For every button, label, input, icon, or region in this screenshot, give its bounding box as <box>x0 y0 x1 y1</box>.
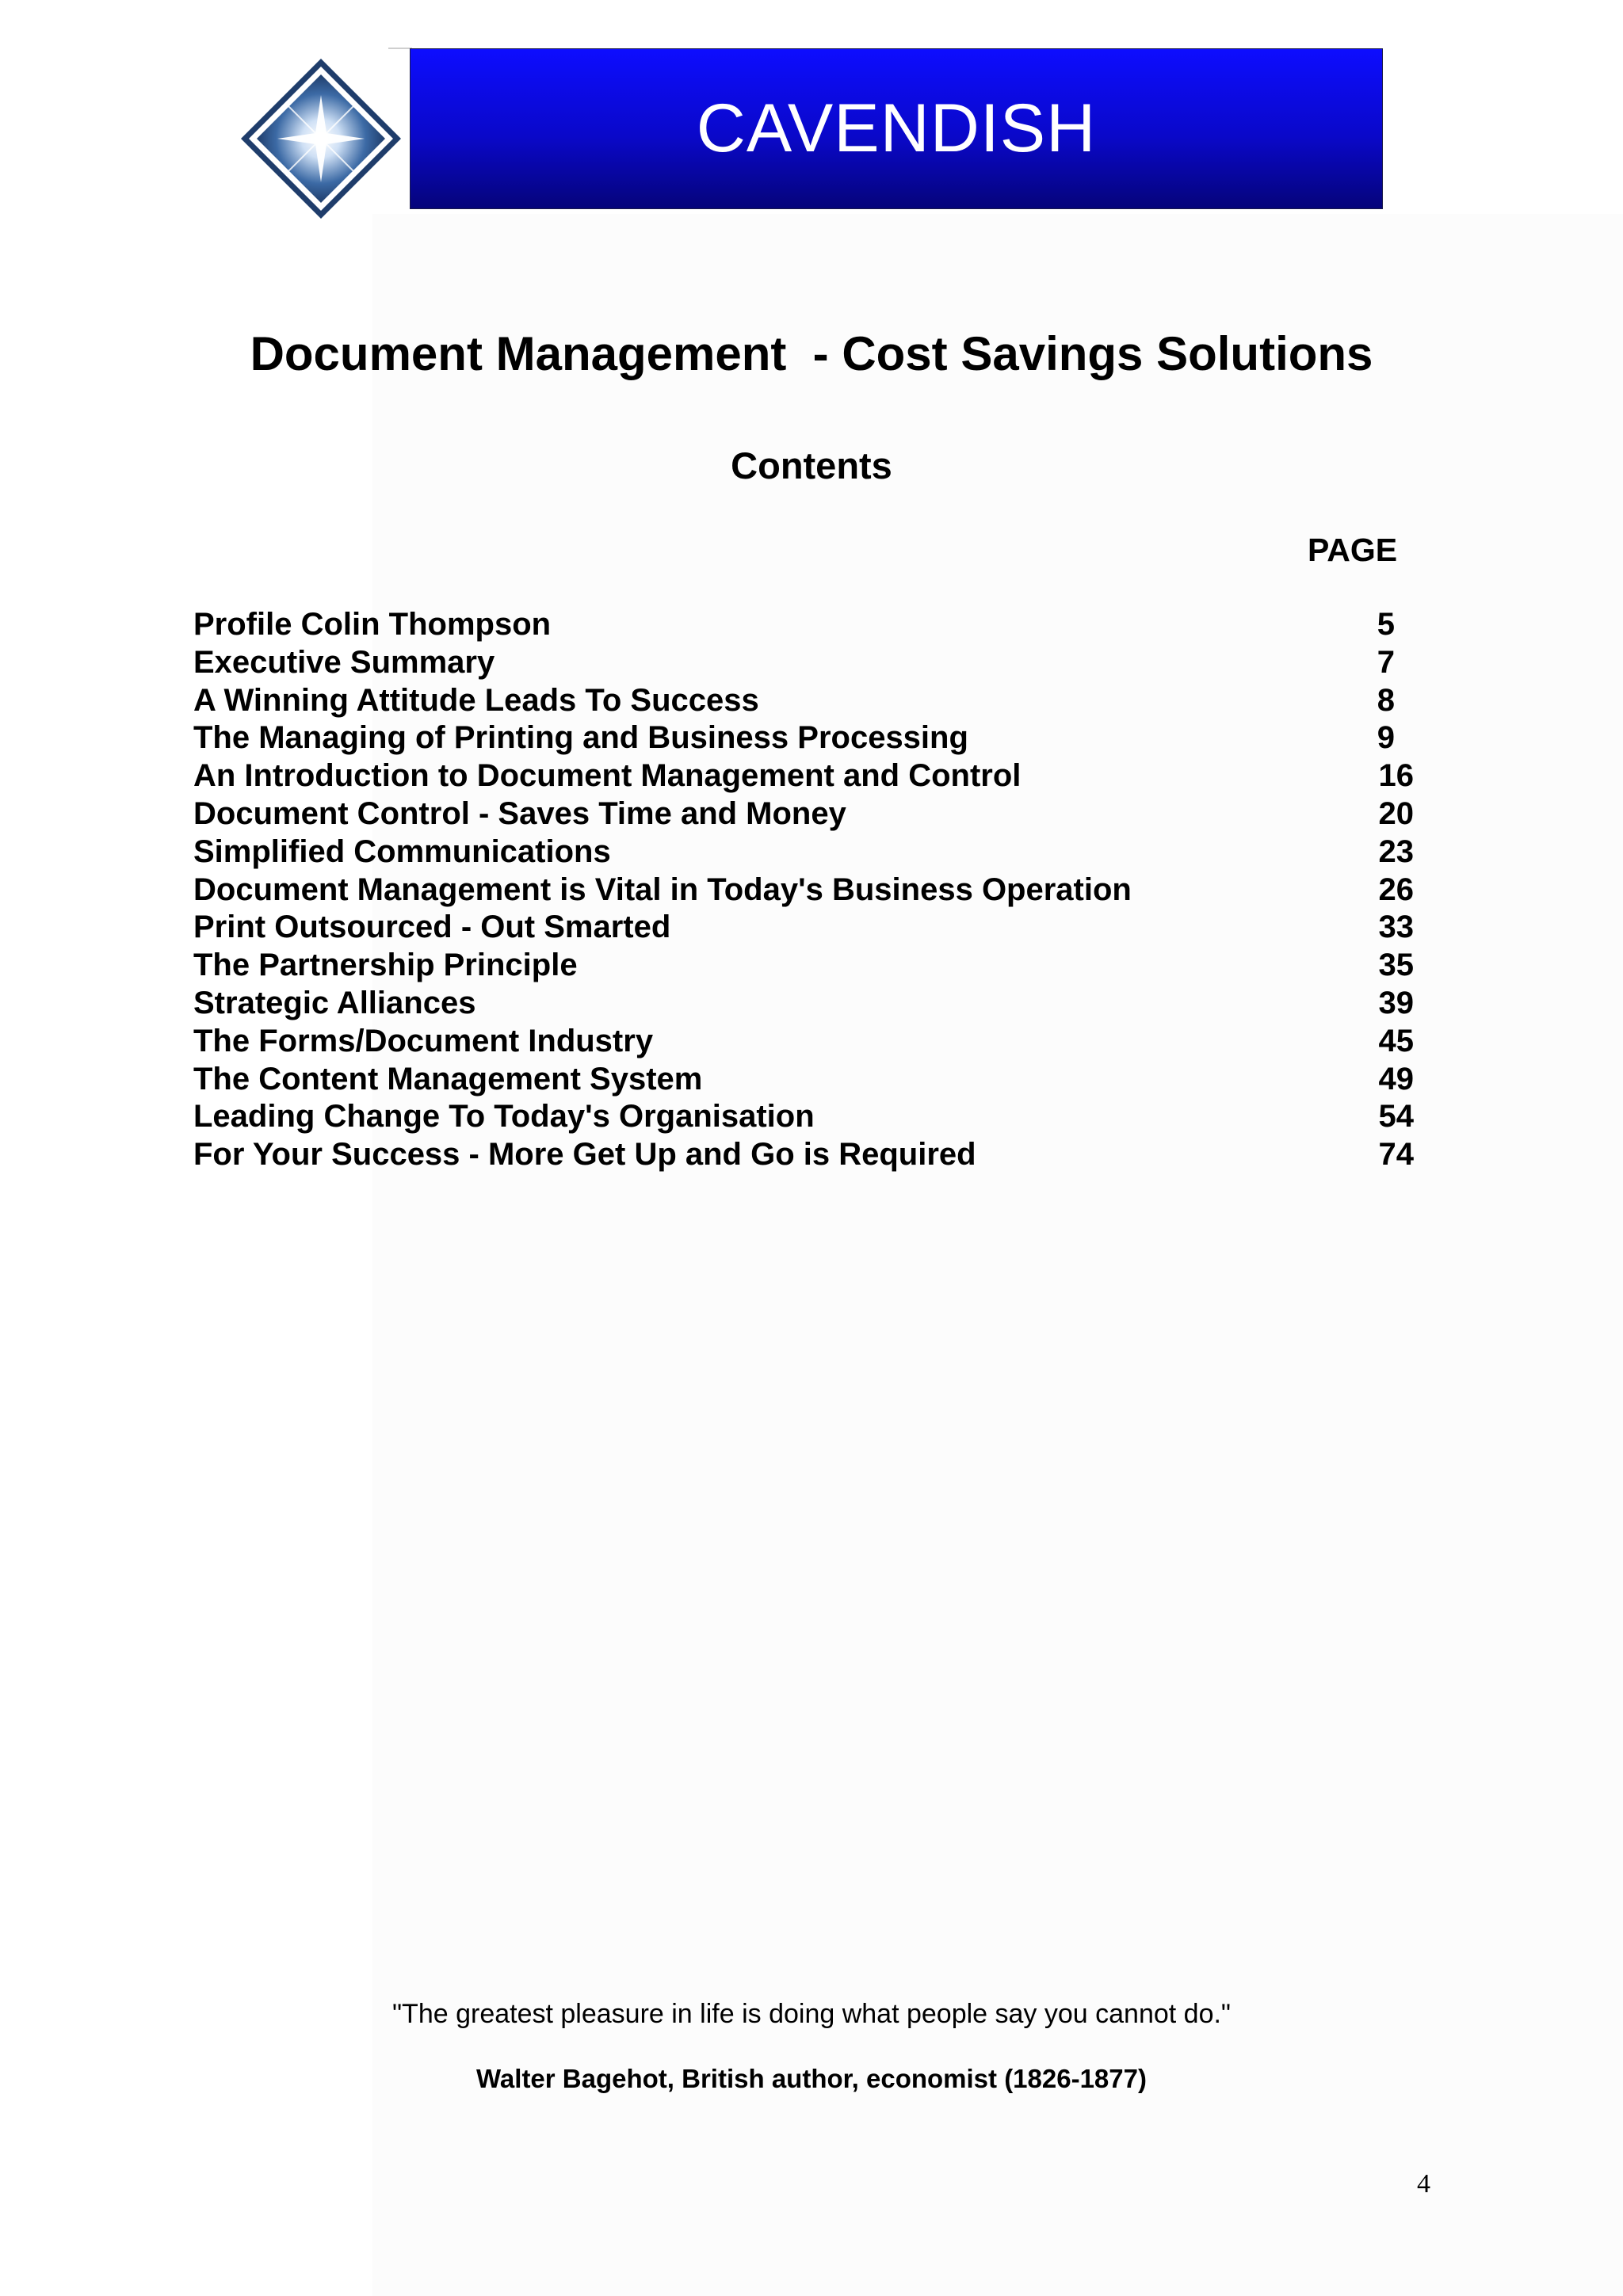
banner-rule <box>388 48 412 49</box>
toc-entry[interactable] <box>193 909 1414 947</box>
toc-entry[interactable] <box>193 833 1414 871</box>
toc-entry-page: 26 <box>1378 871 1414 907</box>
toc-entry-title: Profile Colin Thompson <box>193 607 552 642</box>
toc-entry-page: 54 <box>1378 1099 1414 1135</box>
toc-entry-title: The Partnership Principle <box>193 948 578 983</box>
toc-entry-page: 8 <box>1377 682 1395 718</box>
page-background <box>372 214 1623 2296</box>
toc-entry-title: The Forms/Document Industry <box>193 1023 654 1058</box>
toc-entry-page: 23 <box>1378 833 1414 869</box>
document-title: Document Management - Cost Savings Solutions <box>250 327 1373 380</box>
toc-entry-title: For Your Success - More Get Up and Go is Required <box>193 1137 976 1173</box>
toc-entry[interactable] <box>193 719 1414 757</box>
toc-entry-page: 9 <box>1377 720 1395 756</box>
toc-entry-title: Simplified Communications <box>193 833 611 869</box>
quote-text: "The greatest pleasure in life is doing what people say you cannot do." <box>391 1999 1232 2029</box>
toc-entry-page: 74 <box>1378 1137 1414 1173</box>
toc-entry[interactable] <box>193 985 1414 1023</box>
toc-entry-title: A Winning Attitude Leads To Success <box>193 682 759 718</box>
toc-entry-title: Strategic Alliances <box>193 985 476 1020</box>
toc-entry-page: 49 <box>1378 1061 1414 1097</box>
toc-entry[interactable] <box>193 1061 1414 1099</box>
brand-banner <box>410 48 1383 209</box>
toc-entry-page: 35 <box>1378 948 1414 983</box>
table-of-contents <box>193 606 1414 1174</box>
toc-entry-page: 16 <box>1378 758 1414 794</box>
toc-entry-page: 7 <box>1377 644 1395 680</box>
contents-heading: Contents <box>731 444 892 486</box>
cavendish-logo-icon <box>238 55 404 222</box>
toc-entry-title: Executive Summary <box>193 644 495 680</box>
toc-entry[interactable] <box>193 1136 1414 1174</box>
toc-entry[interactable] <box>193 1023 1414 1061</box>
toc-entry[interactable] <box>193 871 1414 910</box>
toc-entry-page: 39 <box>1378 985 1414 1020</box>
toc-entry-title: Document Management is Vital in Today's Business Operation <box>193 871 1132 907</box>
brand-name: CAVENDISH <box>696 90 1097 166</box>
toc-entry[interactable] <box>193 795 1414 833</box>
toc-entry[interactable] <box>193 682 1414 720</box>
toc-entry[interactable] <box>193 606 1414 644</box>
toc-entry[interactable] <box>193 947 1414 985</box>
toc-entry-title: An Introduction to Document Management and Control <box>193 758 1022 794</box>
toc-entry-page: 5 <box>1377 607 1395 642</box>
toc-entry-page: 20 <box>1378 795 1414 831</box>
toc-entry[interactable] <box>193 757 1414 795</box>
toc-entry[interactable] <box>193 1098 1414 1136</box>
toc-entry-title: The Content Management System <box>193 1061 703 1097</box>
toc-entry-title: The Managing of Printing and Business Processing <box>193 720 968 756</box>
page-number: 4 <box>1417 2169 1430 2199</box>
toc-entry-page: 45 <box>1378 1023 1414 1058</box>
page-column-heading: PAGE <box>1308 532 1398 568</box>
quote-author: Walter Bagehot, British author, economist (1826-1877) <box>476 2064 1147 2093</box>
toc-entry-title: Print Outsourced - Out Smarted <box>193 910 671 945</box>
toc-entry-page: 33 <box>1378 910 1414 945</box>
toc-entry-title: Document Control - Saves Time and Money <box>193 795 846 831</box>
toc-entry-title: Leading Change To Today's Organisation <box>193 1099 815 1135</box>
toc-entry[interactable] <box>193 644 1414 682</box>
